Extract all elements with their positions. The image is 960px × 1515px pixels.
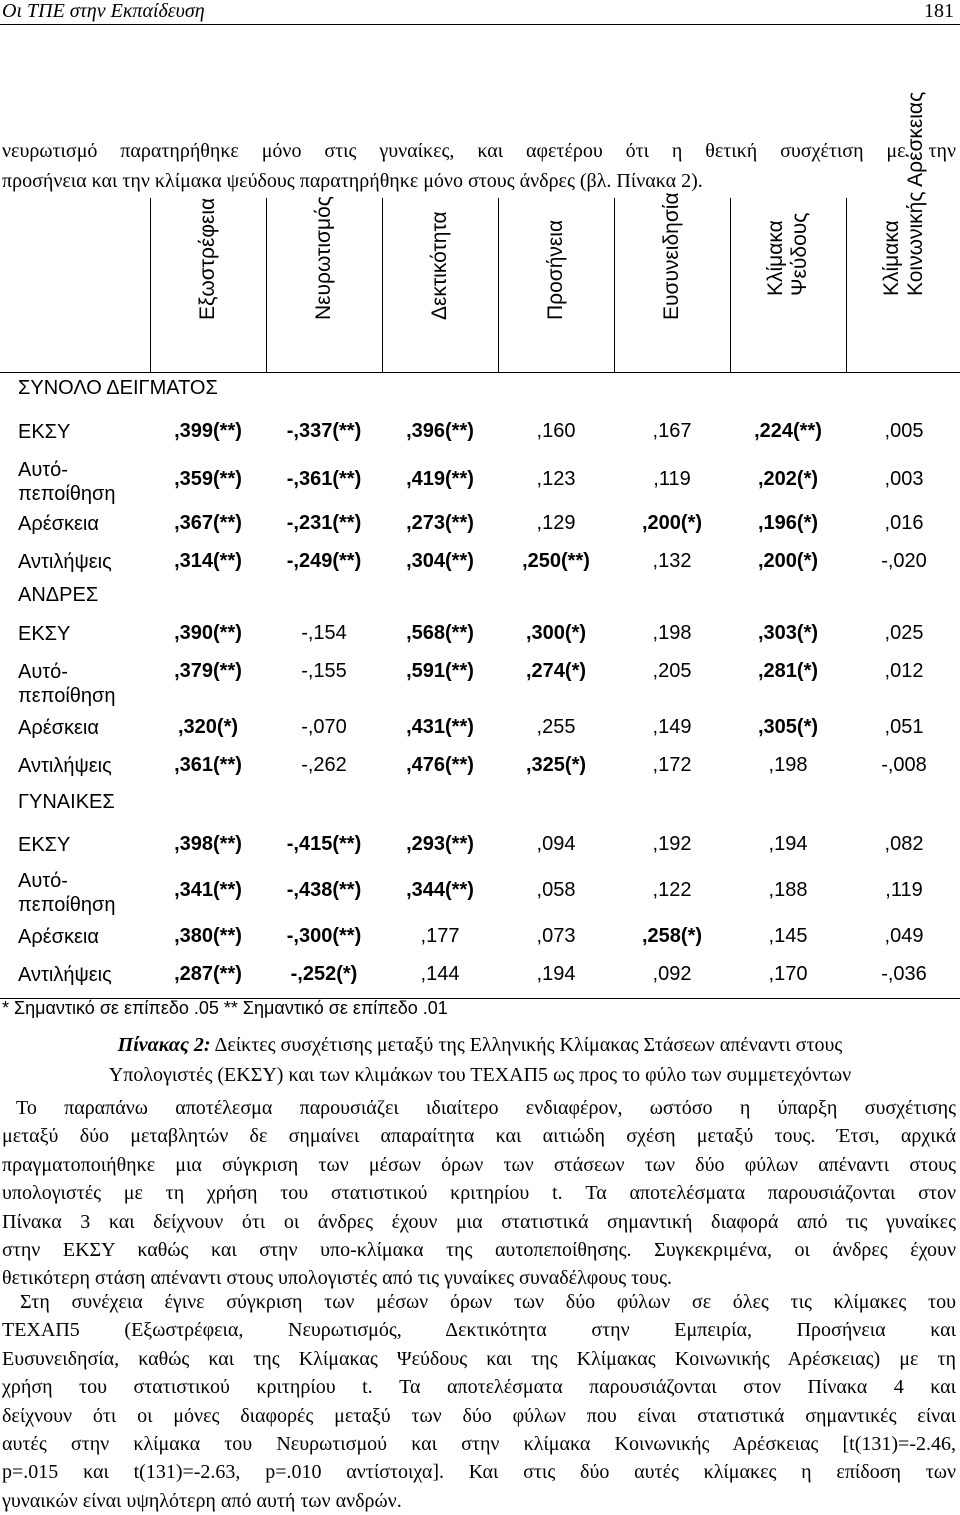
table-cell: ,200(*) xyxy=(757,550,819,572)
table-cell: ,003 xyxy=(884,468,924,490)
header-divider xyxy=(382,198,383,372)
table-cell: -,337(**) xyxy=(286,420,362,442)
page-header xyxy=(0,0,960,25)
table-cell: ,202(*) xyxy=(757,468,819,490)
body-line: p=.015 και t(131)=-2.63, p=.010 αντίστοιχα]. Και στις δύο αυτές κλίμακες η επίδοση των xyxy=(2,1461,956,1484)
table-cell: ,305(*) xyxy=(757,716,819,738)
row-label-line: ΕΚΣΥ xyxy=(18,623,71,645)
table-cell: ,092 xyxy=(652,963,692,985)
column-header-line: Νευρωτισμός xyxy=(312,196,335,320)
group-title: ΣΥΝΟΛΟ ΔΕΙΓΜΑΤΟΣ xyxy=(18,377,218,399)
caption-text: Δείκτες συσχέτισης μεταξύ της Ελληνικής Κλίμακας Στάσεων απέναντι στους xyxy=(210,1034,843,1056)
table-cell: ,073 xyxy=(536,925,576,947)
table-cell: ,012 xyxy=(884,660,924,682)
table-cell: ,359(**) xyxy=(174,468,242,490)
column-header-line: Κοινωνικής Αρέσκειας xyxy=(904,91,927,296)
header-divider xyxy=(150,198,151,372)
header-divider xyxy=(730,198,731,372)
row-label xyxy=(18,754,112,778)
table-footnote: * Σημαντικό σε επίπεδο .05 ** Σημαντικό σε επίπεδο .01 xyxy=(2,998,448,1018)
body-line: δείχνουν ότι οι μόνες διαφορές μεταξύ των δύο φύλων που είναι στατιστικά σημαντικές είναι xyxy=(2,1404,956,1427)
table-cell: ,419(**) xyxy=(406,468,474,490)
row-label xyxy=(18,420,70,444)
table-cell: ,170 xyxy=(768,963,808,985)
table-cell: ,224(**) xyxy=(754,420,822,442)
table-cell: ,132 xyxy=(652,550,692,572)
header-divider xyxy=(498,198,499,372)
table-cell: ,250(**) xyxy=(522,550,590,572)
table-cell: ,025 xyxy=(884,622,924,644)
table-caption xyxy=(0,1030,960,1090)
table-cell: ,255 xyxy=(536,716,576,738)
body-line: γυναικών είναι υψηλότερη από αυτή των ανδρών. xyxy=(2,1489,402,1512)
table-cell: ,200(*) xyxy=(641,512,703,534)
column-header-line: Προσήνεια xyxy=(544,219,567,320)
table-cell: -,300(**) xyxy=(286,925,362,947)
row-label xyxy=(18,833,70,857)
table-cell: ,281(*) xyxy=(757,660,819,682)
row-label-line: ΕΚΣΥ xyxy=(18,834,71,856)
row-label xyxy=(18,550,112,574)
table-cell: ,005 xyxy=(884,420,924,442)
row-label-line: Αντιλήψεις xyxy=(18,964,112,986)
row-label-line: Αυτό- xyxy=(18,870,68,892)
table-cell: -,262 xyxy=(301,754,347,776)
table-cell: ,144 xyxy=(420,963,460,985)
body-line: στην ΕΚΣΥ καθώς και στην υπο-κλίμακα της αυτοπεποίθησης. Συγκεκριμένα, οι άνδρες έχουν xyxy=(2,1239,956,1262)
column-header xyxy=(846,91,960,372)
table-cell: -,231(**) xyxy=(286,512,362,534)
table-cell: ,399(**) xyxy=(174,420,242,442)
caption-label: Πίνακας 2: xyxy=(117,1034,211,1056)
table-cell: -,036 xyxy=(881,963,927,985)
table-cell: ,119 xyxy=(653,468,691,490)
column-header xyxy=(266,198,382,372)
table-cell: ,172 xyxy=(652,754,692,776)
table-cell: ,177 xyxy=(420,925,460,947)
table-cell: ,320(*) xyxy=(177,716,239,738)
table-cell: ,431(**) xyxy=(406,716,474,738)
row-label-line: πεποίθηση xyxy=(18,483,116,505)
table-cell: ,194 xyxy=(768,833,808,855)
table-cell: -,008 xyxy=(881,754,927,776)
page-number: 181 xyxy=(924,0,954,22)
table-cell: ,119 xyxy=(885,879,923,901)
table-cell: ,367(**) xyxy=(174,512,242,534)
table-cell: -,415(**) xyxy=(286,833,362,855)
table-cell: ,398(**) xyxy=(174,833,242,855)
body-line: Στη συνέχεια έγινε σύγκριση των μέσων όρων των δύο φύλων σε όλες τις κλίμακες του xyxy=(20,1291,956,1313)
header-rule xyxy=(0,372,960,373)
row-label-line: Αυτό- xyxy=(18,661,68,683)
row-label-line: Αυτό- xyxy=(18,459,68,481)
row-label-line: πεποίθηση xyxy=(18,685,116,707)
header-divider xyxy=(266,198,267,372)
table-cell: ,274(*) xyxy=(525,660,587,682)
table-cell: ,094 xyxy=(536,833,576,855)
table-cell: ,016 xyxy=(884,512,924,534)
table-cell: -,252(*) xyxy=(290,963,358,985)
table-cell: ,314(**) xyxy=(174,550,242,572)
column-header-line: Εξωστρέφεια xyxy=(196,197,219,320)
group-title: ΓΥΝΑΙΚΕΣ xyxy=(18,791,115,813)
caption-line-1 xyxy=(0,1030,960,1060)
column-header xyxy=(498,198,614,372)
table-cell: ,167 xyxy=(652,420,692,442)
table-cell: ,300(*) xyxy=(525,622,587,644)
table-cell: ,123 xyxy=(536,468,576,490)
intro-line: προσήνεια και την κλίμακα ψεύδους παρατηρήθηκε μόνο στους άνδρες (βλ. Πίνακα 2). xyxy=(2,170,703,192)
table-cell: ,341(**) xyxy=(174,879,242,901)
table-cell: ,129 xyxy=(536,512,576,534)
header-divider xyxy=(846,198,847,372)
row-label xyxy=(18,925,99,949)
intro-paragraph xyxy=(2,136,956,196)
table-cell: ,361(**) xyxy=(174,754,242,776)
table-cell: ,591(**) xyxy=(406,660,474,682)
row-label xyxy=(18,963,112,987)
table-cell: ,196(*) xyxy=(757,512,819,534)
row-label-line: Αρέσκεια xyxy=(18,717,99,739)
column-header-line: Ευσυνειδησία xyxy=(660,192,683,320)
running-title: Οι ΤΠΕ στην Εκπαίδευση xyxy=(2,0,205,22)
table-cell: ,325(*) xyxy=(525,754,587,776)
table-cell: ,344(**) xyxy=(406,879,474,901)
table-cell: ,188 xyxy=(768,879,808,901)
row-label xyxy=(18,716,99,740)
row-label-line: ΕΚΣΥ xyxy=(18,421,71,443)
caption-line-2: Υπολογιστές (ΕΚΣΥ) και των κλιμάκων του ΤΕΧΑΠ5 ως προς το φύλο των συμμετεχόντων xyxy=(108,1064,852,1086)
table-cell: -,070 xyxy=(301,716,347,738)
table-cell: ,287(**) xyxy=(174,963,242,985)
row-label-line: Αντιλήψεις xyxy=(18,551,112,573)
table-cell: ,198 xyxy=(652,622,692,644)
body-line: Ευσυνειδησία, καθώς και της Κλίμακας Ψεύδους και της Κλίμακας Κοινωνικής Αρέσκειας) με τη xyxy=(2,1347,956,1370)
table-cell: -,155 xyxy=(301,660,347,682)
row-label-line: Αρέσκεια xyxy=(18,513,99,535)
table-cell: ,194 xyxy=(536,963,576,985)
table-cell: ,198 xyxy=(768,754,808,776)
column-header-line: Δεκτικότητα xyxy=(428,211,451,320)
row-label-line: πεποίθηση xyxy=(18,894,116,916)
table-cell: ,476(**) xyxy=(406,754,474,776)
body-line: ΤΕΧΑΠ5 (Εξωστρέφεια, Νευρωτισμός, Δεκτικότητα στην Εμπειρία, Προσήνεια και xyxy=(2,1319,956,1342)
column-header-line: Κλίμακα xyxy=(880,220,903,296)
table-cell: ,396(**) xyxy=(406,420,474,442)
table-cell: ,192 xyxy=(652,833,692,855)
body-line: θετικότερη στάση απέναντι στους υπολογιστές από τις γυναίκες συναδέλφους τους. xyxy=(2,1267,672,1290)
table-cell: -,020 xyxy=(881,550,927,572)
table-cell: ,380(**) xyxy=(174,925,242,947)
row-label-line: Αρέσκεια xyxy=(18,926,99,948)
table-cell: ,160 xyxy=(536,420,576,442)
table-cell: ,049 xyxy=(884,925,924,947)
table-cell: ,149 xyxy=(652,716,692,738)
row-label xyxy=(18,660,116,708)
body-line: πραγματοποιήθηκε μια σύγκριση των μέσων όρων των στάσεων των δύο φύλων απέναντι στους xyxy=(2,1153,956,1176)
column-header xyxy=(150,198,266,372)
row-label xyxy=(18,869,116,917)
body-paragraph-2 xyxy=(2,1288,956,1515)
table-cell: ,273(**) xyxy=(406,512,474,534)
table-cell: ,303(*) xyxy=(757,622,819,644)
row-label xyxy=(18,458,116,506)
body-line: μεταξύ δύο μεταβλητών δε σημαίνει απαραίτητα και αιτιώδη σχέση μεταξύ τους. Έτσι, αρχικά xyxy=(2,1125,956,1148)
row-label xyxy=(18,512,99,536)
group-title: ΑΝΔΡΕΣ xyxy=(18,584,99,606)
body-line: αυτές στην κλίμακα του Νευρωτισμού και στην κλίμακα Κοινωνικής Αρέσκειας [t(131)=-2.46, xyxy=(2,1433,956,1456)
table-cell: ,258(*) xyxy=(641,925,703,947)
body-paragraph-1 xyxy=(2,1094,956,1293)
table-cell: -,154 xyxy=(301,622,347,644)
table-cell: ,051 xyxy=(884,716,924,738)
row-label-line: Αντιλήψεις xyxy=(18,755,112,777)
column-header xyxy=(730,198,846,372)
table-cell: ,568(**) xyxy=(406,622,474,644)
table-cell: ,122 xyxy=(652,879,692,901)
table-cell: ,082 xyxy=(884,833,924,855)
table-cell: ,205 xyxy=(652,660,692,682)
table-cell: -,361(**) xyxy=(286,468,362,490)
body-line: χρήση του στατιστικού κριτηρίου t. Τα αποτελέσματα παρουσιάζονται στον Πίνακα 4 και xyxy=(2,1376,956,1399)
table-cell: -,249(**) xyxy=(286,550,362,572)
table-cell: ,145 xyxy=(768,925,808,947)
body-line: υπολογιστές με τη χρήση του στατιστικού κριτηρίου t. Τα αποτελέσματα παρουσιάζονται στον xyxy=(2,1182,956,1205)
column-header xyxy=(382,198,498,372)
table-cell: ,058 xyxy=(536,879,576,901)
column-header-line: Ψεύδους xyxy=(788,212,811,296)
column-header-line: Κλίμακα xyxy=(764,220,787,296)
table-cell: ,390(**) xyxy=(174,622,242,644)
table-cell: ,379(**) xyxy=(174,660,242,682)
column-header xyxy=(614,192,730,372)
table-cell: ,304(**) xyxy=(406,550,474,572)
body-line: Το παραπάνω αποτέλεσμα παρουσιάζει ιδιαίτερο ενδιαφέρον, ωστόσο η ύπαρξη συσχέτισης xyxy=(16,1097,956,1119)
table-cell: -,438(**) xyxy=(286,879,362,901)
body-line: Πίνακα 3 και δείχνουν ότι οι άνδρες έχουν μια στατιστικά σημαντική διαφορά από τις γυναίκες xyxy=(2,1210,956,1233)
row-label xyxy=(18,622,70,646)
intro-line: νευρωτισμό παρατηρήθηκε μόνο στις γυναίκες, και αφετέρου ότι η θετική συσχέτιση με την xyxy=(2,140,956,162)
header-divider xyxy=(614,198,615,372)
table-cell: ,293(**) xyxy=(406,833,474,855)
